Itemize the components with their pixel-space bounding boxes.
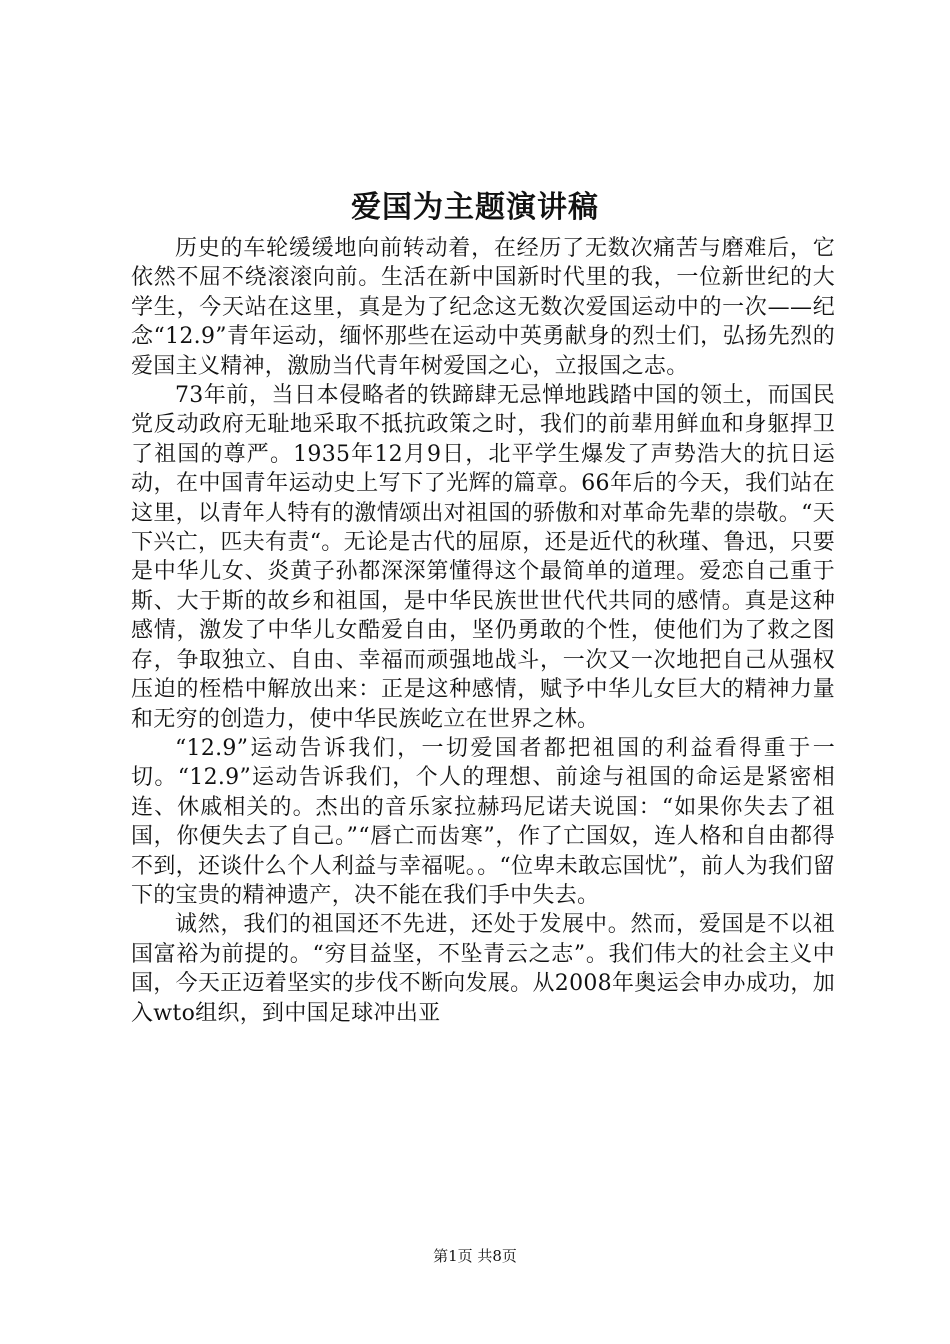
paragraph-1: 历史的车轮缓缓地向前转动着，在经历了无数次痛苦与磨难后，它依然不屈不绕滚滚向前。生活在新中国新时代里的我，一位新世纪的大学生，今天站在这里，真是为了纪念这无数次爱国运动中的一次——纪念“12.9”青年运动，缅怀那些在运动中英勇献身的烈士们，弘扬先烈的爱国主义精神，激励当代青年树爱国之心，立报国之志。	[131, 236, 835, 379]
page-number-footer: 第1页 共8页	[433, 1247, 517, 1265]
paragraph-2: 73年前，当日本侵略者的铁蹄肆无忌惮地践踏中国的领土，而国民党反动政府无耻地采取不抵抗政策之时，我们的前辈用鲜血和身躯捍卫了祖国的尊严。1935年12月9日，北平学生爆发了声势浩大的抗日运动，在中国青年运动史上写下了光辉的篇章。66年后的今天，我们站在这里，以青年人特有的激情颂出对祖国的骄傲和对革命先辈的崇敬。“天下兴亡，匹夫有责“。无论是古代的屈原，还是近代的秋瑾、鲁迅，只要是中华儿女、炎黄子孙都深深第懂得这个最简单的道理。爱恋自己重于斯、大于斯的故乡和祖国，是中华民族世世代代共同的感情。真是这种感情，激发了中华儿女酷爱自由，坚仍勇敢的个性，使他们为了救之图存，争取独立、自由、幸福而顽强地战斗，一次又一次地把自己从强权压迫的桎梏中解放出来：正是这种感情，赋予中华儿女巨大的精神力量和无穷的创造力，使中华民族屹立在世界之林。	[131, 383, 835, 732]
paragraph-3: “12.9”运动告诉我们，一切爱国者都把祖国的利益看得重于一切。“12.9”运动告诉我们，个人的理想、前途与祖国的命运是紧密相连、休戚相关的。杰出的音乐家拉赫玛尼诺夫说国：“如果你失去了祖国，你便失去了自己。”“唇亡而齿寒”，作了亡国奴，连人格和自由都得不到，还谈什么个人利益与幸福呢。。“位卑未敢忘国忧”，前人为我们留下的宝贵的精神遗产，决不能在我们手中失去。	[131, 735, 835, 908]
page-title: 爱国为主题演讲稿	[351, 190, 599, 225]
document-body	[131, 234, 835, 1028]
paragraph-4: 诚然，我们的祖国还不先进，还处于发展中。然而，爱国是不以祖国富裕为前提的。“穷目益坚，不坠青云之志”。我们伟大的社会主义中国，今天正迈着坚实的步伐不断向发展。从2008年奥运会申办成功，加入wto组织，到中国足球冲出亚	[131, 912, 835, 1026]
